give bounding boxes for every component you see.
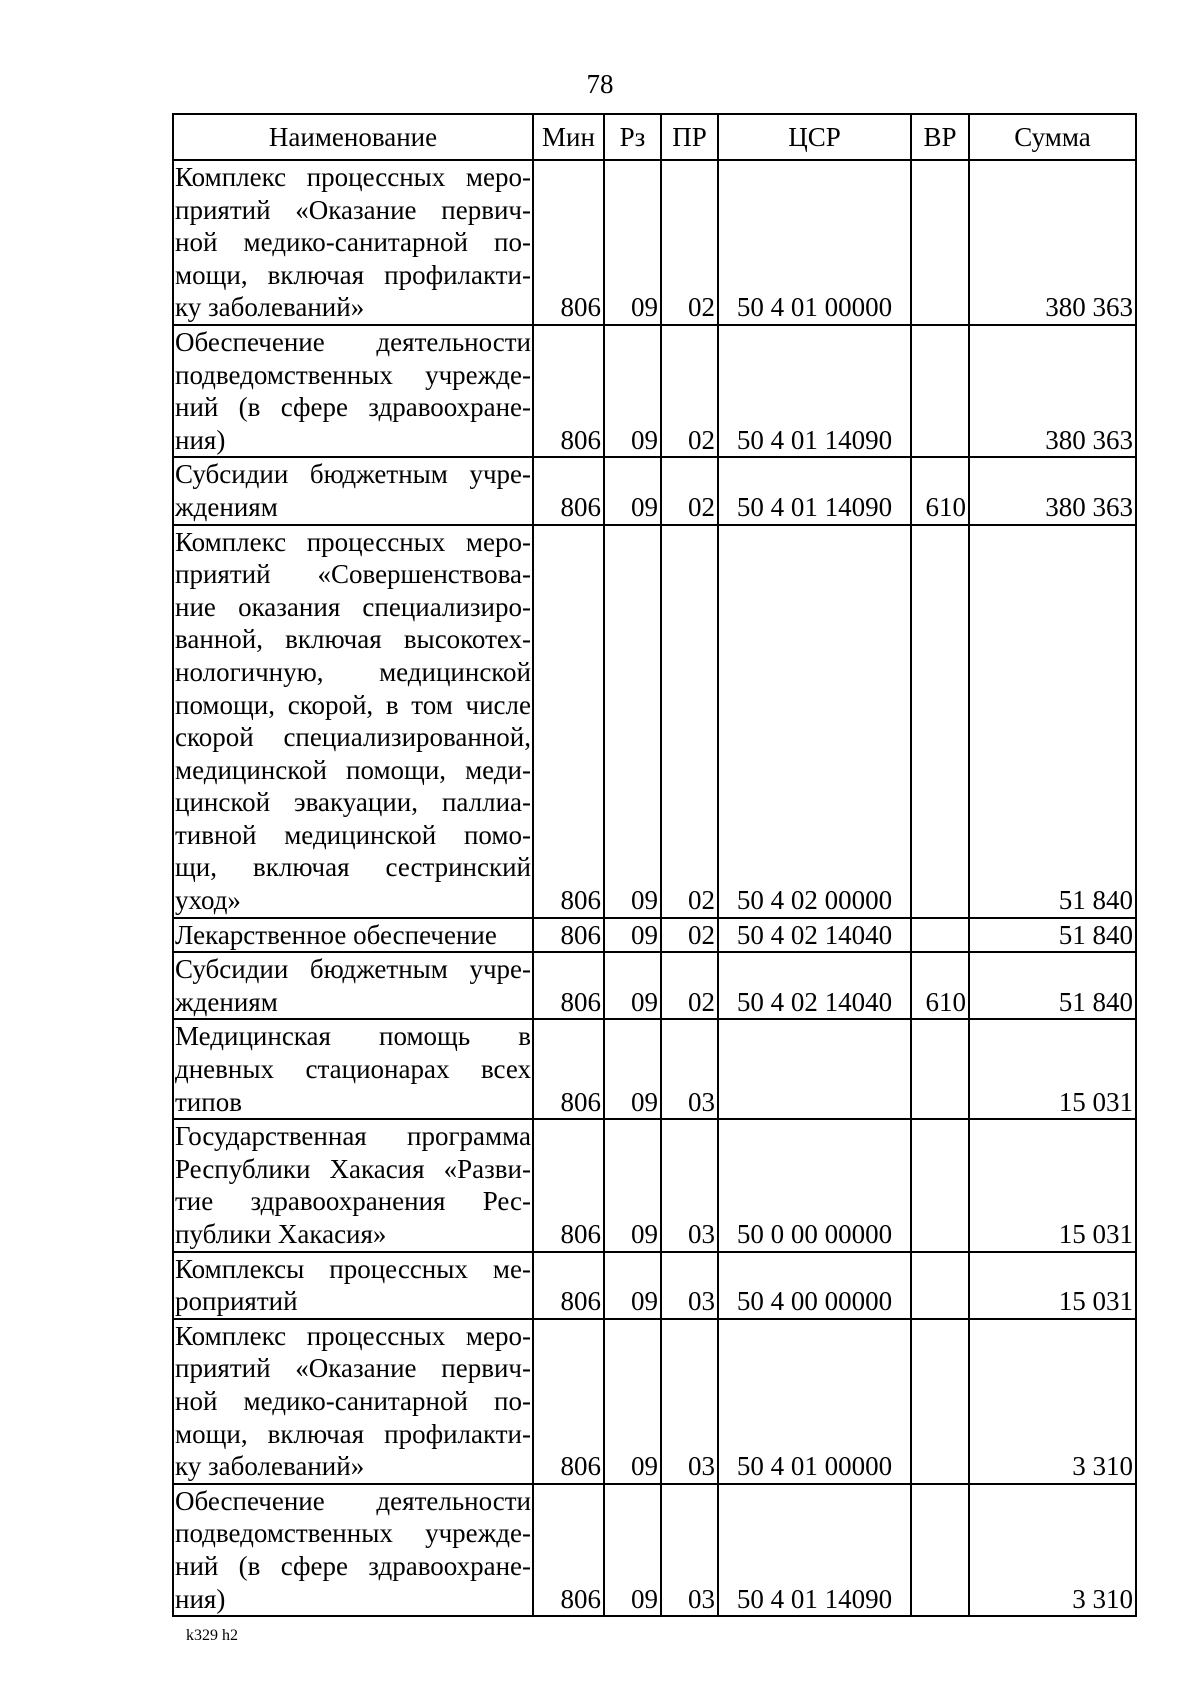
document-code: k329 h2 — [186, 1627, 238, 1644]
row-csr: 50 4 02 14040 — [718, 918, 911, 953]
row-name-line: ний (в сфере здравоохране- — [175, 392, 531, 423]
row-vr — [911, 918, 969, 953]
row-pr: 02 — [661, 160, 718, 325]
row-name — [173, 525, 533, 918]
header-name: Наименование — [173, 114, 533, 160]
row-name-line: мощи, включая профилакти- — [175, 259, 531, 290]
row-name-line: Субсидии бюджетным учре- — [175, 954, 531, 985]
header-rz: Рз — [604, 114, 661, 160]
table-row — [173, 1019, 1136, 1119]
row-name-line: ку заболеваний» — [175, 1451, 365, 1482]
table-row — [173, 1484, 1136, 1616]
row-name — [173, 1252, 533, 1319]
row-pr: 03 — [661, 1252, 718, 1319]
row-rz: 09 — [604, 1319, 661, 1484]
row-min: 806 — [533, 525, 604, 918]
row-rz: 09 — [604, 918, 661, 953]
row-min: 806 — [533, 918, 604, 953]
row-name-line: типов — [175, 1086, 242, 1117]
row-name-line: ний (в сфере здравоохране- — [175, 1550, 531, 1581]
header-sum: Сумма — [969, 114, 1136, 160]
row-name — [173, 918, 533, 953]
row-name-line: приятий «Оказание первич- — [175, 1353, 531, 1384]
table-row — [173, 457, 1136, 524]
row-vr — [911, 160, 969, 325]
table-row — [173, 160, 1136, 325]
row-csr: 50 4 01 00000 — [718, 160, 911, 325]
row-name-line: ние оказания специализиро- — [175, 591, 531, 622]
row-rz: 09 — [604, 952, 661, 1019]
row-name-line: ной медико-санитарной по- — [175, 1385, 531, 1416]
row-pr: 02 — [661, 457, 718, 524]
row-rz: 09 — [604, 1252, 661, 1319]
row-name-line: тие здравоохранения Рес- — [175, 1186, 531, 1217]
row-sum: 15 031 — [969, 1019, 1136, 1119]
row-name-line: Лекарственное обеспечение — [175, 919, 497, 950]
row-csr: 50 4 00 00000 — [718, 1252, 911, 1319]
row-min: 806 — [533, 1119, 604, 1251]
row-name-line: нологичную, медицинской — [175, 656, 531, 687]
row-vr — [911, 1019, 969, 1119]
table-row — [173, 918, 1136, 953]
row-pr: 03 — [661, 1119, 718, 1251]
row-csr: 50 4 01 14090 — [718, 1484, 911, 1616]
row-name-line: Государственная программа — [175, 1121, 531, 1152]
row-csr: 50 4 01 14090 — [718, 457, 911, 524]
row-name-line: ку заболеваний» — [175, 292, 365, 323]
row-csr: 50 4 01 14090 — [718, 325, 911, 457]
row-rz: 09 — [604, 457, 661, 524]
row-name — [173, 1119, 533, 1251]
table-row — [173, 1252, 1136, 1319]
row-vr — [911, 525, 969, 918]
row-name-line: подведомственных учрежде- — [175, 359, 531, 390]
row-name-line: ния) — [175, 1583, 226, 1614]
row-name-line: ванной, включая высокотех- — [175, 624, 531, 655]
row-name-line: мощи, включая профилакти- — [175, 1418, 531, 1449]
table-header-row — [173, 114, 1136, 160]
row-name-line: скорой специализированной, — [175, 722, 531, 753]
row-sum: 51 840 — [969, 525, 1136, 918]
row-sum: 15 031 — [969, 1252, 1136, 1319]
row-name-line: приятий «Оказание первич- — [175, 194, 531, 225]
row-csr: 50 0 00 00000 — [718, 1119, 911, 1251]
row-name — [173, 1484, 533, 1616]
table-row — [173, 325, 1136, 457]
row-pr: 02 — [661, 525, 718, 918]
row-sum: 3 310 — [969, 1484, 1136, 1616]
row-rz: 09 — [604, 1019, 661, 1119]
row-name-line: ной медико-санитарной по- — [175, 227, 531, 258]
row-sum: 15 031 — [969, 1119, 1136, 1251]
header-min: Мин — [533, 114, 604, 160]
row-name-line: Обеспечение деятельности — [175, 326, 531, 357]
row-pr: 03 — [661, 1484, 718, 1616]
row-pr: 02 — [661, 918, 718, 953]
row-csr: 50 4 01 00000 — [718, 1319, 911, 1484]
row-vr: 610 — [911, 457, 969, 524]
table-row — [173, 952, 1136, 1019]
row-name — [173, 952, 533, 1019]
row-min: 806 — [533, 160, 604, 325]
row-name-line: подведомственных учрежде- — [175, 1518, 531, 1549]
budget-table — [172, 113, 1137, 1617]
row-name-line: ждениям — [175, 491, 278, 522]
row-sum: 380 363 — [969, 457, 1136, 524]
row-name-line: публики Хакасия» — [175, 1219, 387, 1249]
row-name-line: цинской эвакуации, паллиа- — [175, 787, 531, 818]
row-min: 806 — [533, 1319, 604, 1484]
row-pr: 02 — [661, 325, 718, 457]
table-row — [173, 1119, 1136, 1251]
row-csr: 50 4 02 00000 — [718, 525, 911, 918]
row-vr — [911, 1484, 969, 1616]
row-name-line: роприятий — [175, 1286, 298, 1317]
row-vr — [911, 1252, 969, 1319]
row-name-line: Комплекс процессных меро- — [175, 1320, 531, 1351]
row-name-line: Республики Хакасия «Разви- — [175, 1153, 531, 1184]
row-rz: 09 — [604, 1484, 661, 1616]
row-vr: 610 — [911, 952, 969, 1019]
row-sum: 3 310 — [969, 1319, 1136, 1484]
row-rz: 09 — [604, 160, 661, 325]
header-vr: ВР — [911, 114, 969, 160]
row-name-line: тивной медицинской помо- — [175, 819, 531, 850]
row-vr — [911, 1119, 969, 1251]
row-name — [173, 1319, 533, 1484]
row-name-line: Субсидии бюджетным учре- — [175, 459, 531, 490]
row-name — [173, 160, 533, 325]
row-min: 806 — [533, 1484, 604, 1616]
row-min: 806 — [533, 457, 604, 524]
row-name-line: Комплекс процессных меро- — [175, 162, 531, 192]
row-rz: 09 — [604, 1119, 661, 1251]
row-vr — [911, 325, 969, 457]
row-pr: 03 — [661, 1319, 718, 1484]
page-number: 78 — [586, 69, 614, 99]
row-name-line: ждениям — [175, 986, 278, 1017]
row-name — [173, 325, 533, 457]
header-pr: ПР — [661, 114, 718, 160]
header-csr: ЦСР — [718, 114, 911, 160]
row-vr — [911, 1319, 969, 1484]
row-name-line: дневных стационарах всех — [175, 1054, 531, 1085]
row-csr: 50 4 02 14040 — [718, 952, 911, 1019]
row-min: 806 — [533, 1252, 604, 1319]
row-name-line: Комплексы процессных ме- — [175, 1253, 531, 1284]
row-min: 806 — [533, 1019, 604, 1119]
row-name-line: приятий «Совершенствова- — [175, 559, 531, 590]
row-name-line: помощи, скорой, в том числе — [175, 689, 531, 720]
row-sum: 380 363 — [969, 325, 1136, 457]
row-name-line: медицинской помощи, меди- — [175, 754, 531, 785]
row-rz: 09 — [604, 325, 661, 457]
row-name-line: ния) — [175, 424, 226, 455]
row-name-line: Медицинская помощь в — [175, 1021, 531, 1052]
row-pr: 02 — [661, 952, 718, 1019]
row-sum: 51 840 — [969, 918, 1136, 953]
row-name-line: щи, включая сестринский — [175, 852, 531, 883]
row-name — [173, 1019, 533, 1119]
row-sum: 380 363 — [969, 160, 1136, 325]
row-csr — [718, 1019, 911, 1119]
table-row — [173, 525, 1136, 918]
row-min: 806 — [533, 952, 604, 1019]
row-name-line: Комплекс процессных меро- — [175, 526, 531, 557]
row-min: 806 — [533, 325, 604, 457]
row-rz: 09 — [604, 525, 661, 918]
row-sum: 51 840 — [969, 952, 1136, 1019]
row-name-line: уход» — [175, 885, 241, 916]
row-name — [173, 457, 533, 524]
row-name-line: Обеспечение деятельности — [175, 1485, 531, 1516]
table-row — [173, 1319, 1136, 1484]
row-pr: 03 — [661, 1019, 718, 1119]
